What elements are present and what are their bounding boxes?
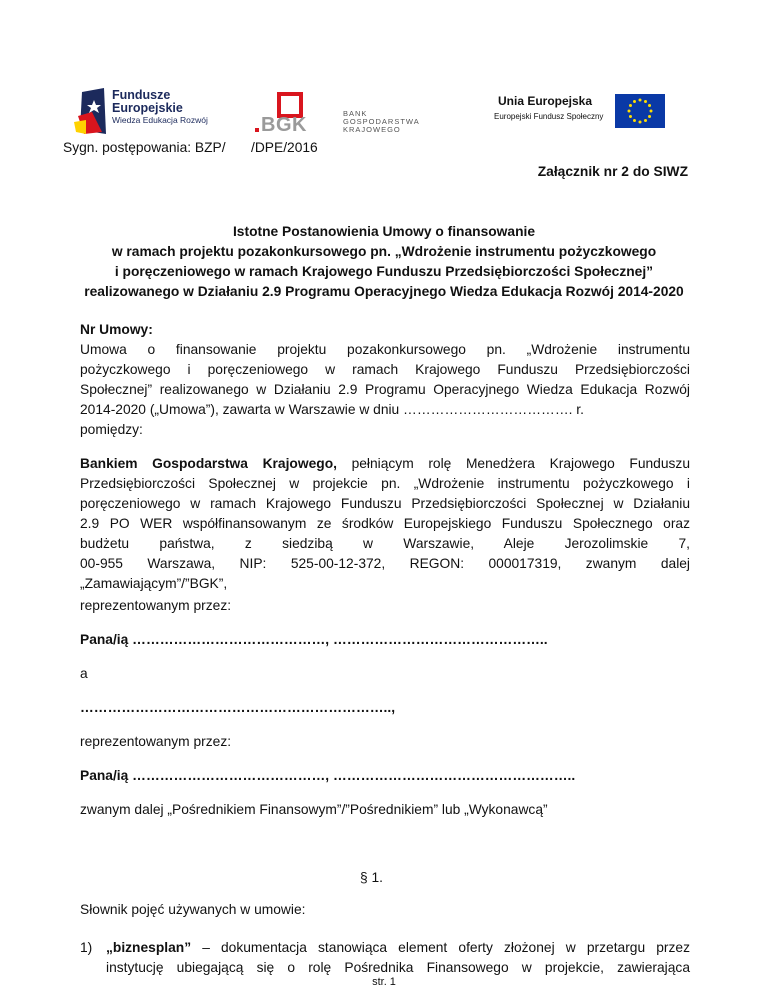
represented-by-1: reprezentowanym przez: — [80, 598, 232, 613]
fundusze-europejskie-logo — [72, 86, 252, 138]
eu-flag-icon — [615, 94, 665, 128]
fundusze-text — [112, 89, 208, 126]
bgk-line: budżetu państwa, z siedzibą w Warszawie, Aleje Jerozolimskie 7, — [80, 536, 690, 551]
party-placeholder: ………………………………………………………….., — [80, 700, 396, 715]
bgk-line-rest: pełniącym rolę Menedżera Krajowego Funduszu — [336, 456, 690, 471]
bgk-name-line1: BANK GOSPODARSTWA — [343, 109, 420, 126]
ue-subtitle: Europejski Fundusz Społeczny — [494, 112, 604, 121]
bgk-party-name: Bankiem Gospodarstwa Krajowego, — [80, 456, 337, 471]
eu-star-icon — [629, 115, 632, 118]
bgk-line: poręczeniowego w ramach Krajowego Funduszu Przedsiębiorczości Społecznej w Działaniu — [80, 496, 690, 511]
eu-star-icon — [633, 119, 636, 122]
section-number: § 1. — [360, 870, 384, 885]
bgk-party-paragraph — [80, 454, 690, 594]
title-line3: i poręczeniowego w ramach Krajowego Funduszu Przedsiębiorczości Społecznej” — [114, 264, 654, 279]
title-line4: realizowanego w Działaniu 2.9 Programu Operacyjnego Wiedza Edukacja Rozwój 2014-2020 — [84, 284, 684, 299]
unia-europejska-logo — [494, 92, 669, 132]
eu-star-icon — [639, 121, 642, 124]
called-financial-intermediary: zwanym dalej „Pośrednikiem Finansowym”/”Pośrednikiem” lub „Wykonawcą” — [80, 802, 548, 817]
bgk-line: Przedsiębiorczości Społecznej w projekcie pn. „Wdrożenie instrumentu pożyczkowego i — [80, 476, 690, 491]
bgk-line: „Zamawiającym”/”BGK”, — [80, 576, 228, 591]
eu-star-icon — [628, 110, 631, 113]
glossary-term: „biznesplan” — [106, 940, 192, 955]
intro-line: pożyczkowego i poręczeniowego w ramach Krajowego Funduszu Przedsiębiorczości — [80, 362, 690, 377]
title-line2: w ramach projektu pozakonkursowego pn. „Wdrożenie instrumentu pożyczkowego — [111, 244, 657, 259]
representative-2: Pana/ią ……………………………………, …………………………………………….. — [80, 768, 576, 783]
bgk-line: 2.9 PO WER współfinansowanym ze środków Europejskiego Funduszu Społecznego oraz — [80, 516, 690, 531]
document-title — [40, 222, 728, 302]
bgk-line: 00-955 Warszawa, NIP: 525-00-12-372, REGON: 000017319, zwanym dalej — [80, 556, 690, 571]
between-label: pomiędzy: — [80, 422, 143, 437]
title-line1: Istotne Postanowienia Umowy o finansowanie — [232, 224, 536, 239]
glossary-term-rest: – dokumentacja stanowiąca element oferty złożonej w przetargu przez — [191, 940, 690, 955]
intro-paragraph — [80, 340, 690, 420]
bgk-name-line2: KRAJOWEGO — [343, 125, 401, 134]
glossary-item-line: instytucję ubiegającą się o rolę Pośrednika Finansowego w projekcie, zawierająca — [106, 960, 690, 975]
eu-star-icon — [650, 110, 653, 113]
eu-star-icon — [648, 115, 651, 118]
glossary-item-line — [106, 938, 690, 958]
contract-number-label: Nr Umowy: — [80, 322, 153, 337]
represented-by-2: reprezentowanym przez: — [80, 734, 232, 749]
fundusze-star-icon — [72, 86, 110, 138]
page-number: str. 1 — [372, 976, 396, 988]
fundusze-line2: Europejskie — [112, 101, 183, 115]
eu-star-icon — [629, 104, 632, 107]
list-item-number: 1) — [80, 940, 93, 955]
and-label: a — [80, 666, 88, 681]
ue-title: Unia Europejska — [498, 94, 593, 108]
bgk-logo — [255, 92, 425, 138]
representative-1: Pana/ią ……………………………………, ……………………………………….. — [80, 632, 548, 647]
signature-right: /DPE/2016 — [251, 140, 318, 155]
eu-star-icon — [639, 99, 642, 102]
signature-left: Sygn. postępowania: BZP/ — [63, 140, 226, 155]
eu-star-icon — [633, 100, 636, 103]
bgk-line — [80, 454, 690, 474]
eu-star-icon — [644, 100, 647, 103]
fundusze-line3: Wiedza Edukacja Rozwój — [112, 115, 208, 125]
intro-line: Społecznej” realizowanego w Działaniu 2.9 Programu Operacyjnego Wiedza Edukacja Rozwój — [80, 382, 690, 397]
glossary-intro: Słownik pojęć używanych w umowie: — [80, 902, 306, 917]
eu-star-icon — [644, 119, 647, 122]
intro-line: 2014-2020 („Umowa”), zawarta w Warszawie w dniu ………………………………. r. — [80, 402, 584, 417]
bgk-name — [343, 110, 425, 134]
intro-line: Umowa o finansowanie projektu pozakonkursowego pn. „Wdrożenie instrumentu — [80, 342, 690, 357]
fundusze-line1: Fundusze — [112, 88, 171, 102]
logo-bar — [0, 0, 768, 140]
eu-star-icon — [648, 104, 651, 107]
bgk-mark: BGK — [261, 114, 307, 136]
attachment-label: Załącznik nr 2 do SIWZ — [537, 164, 688, 179]
